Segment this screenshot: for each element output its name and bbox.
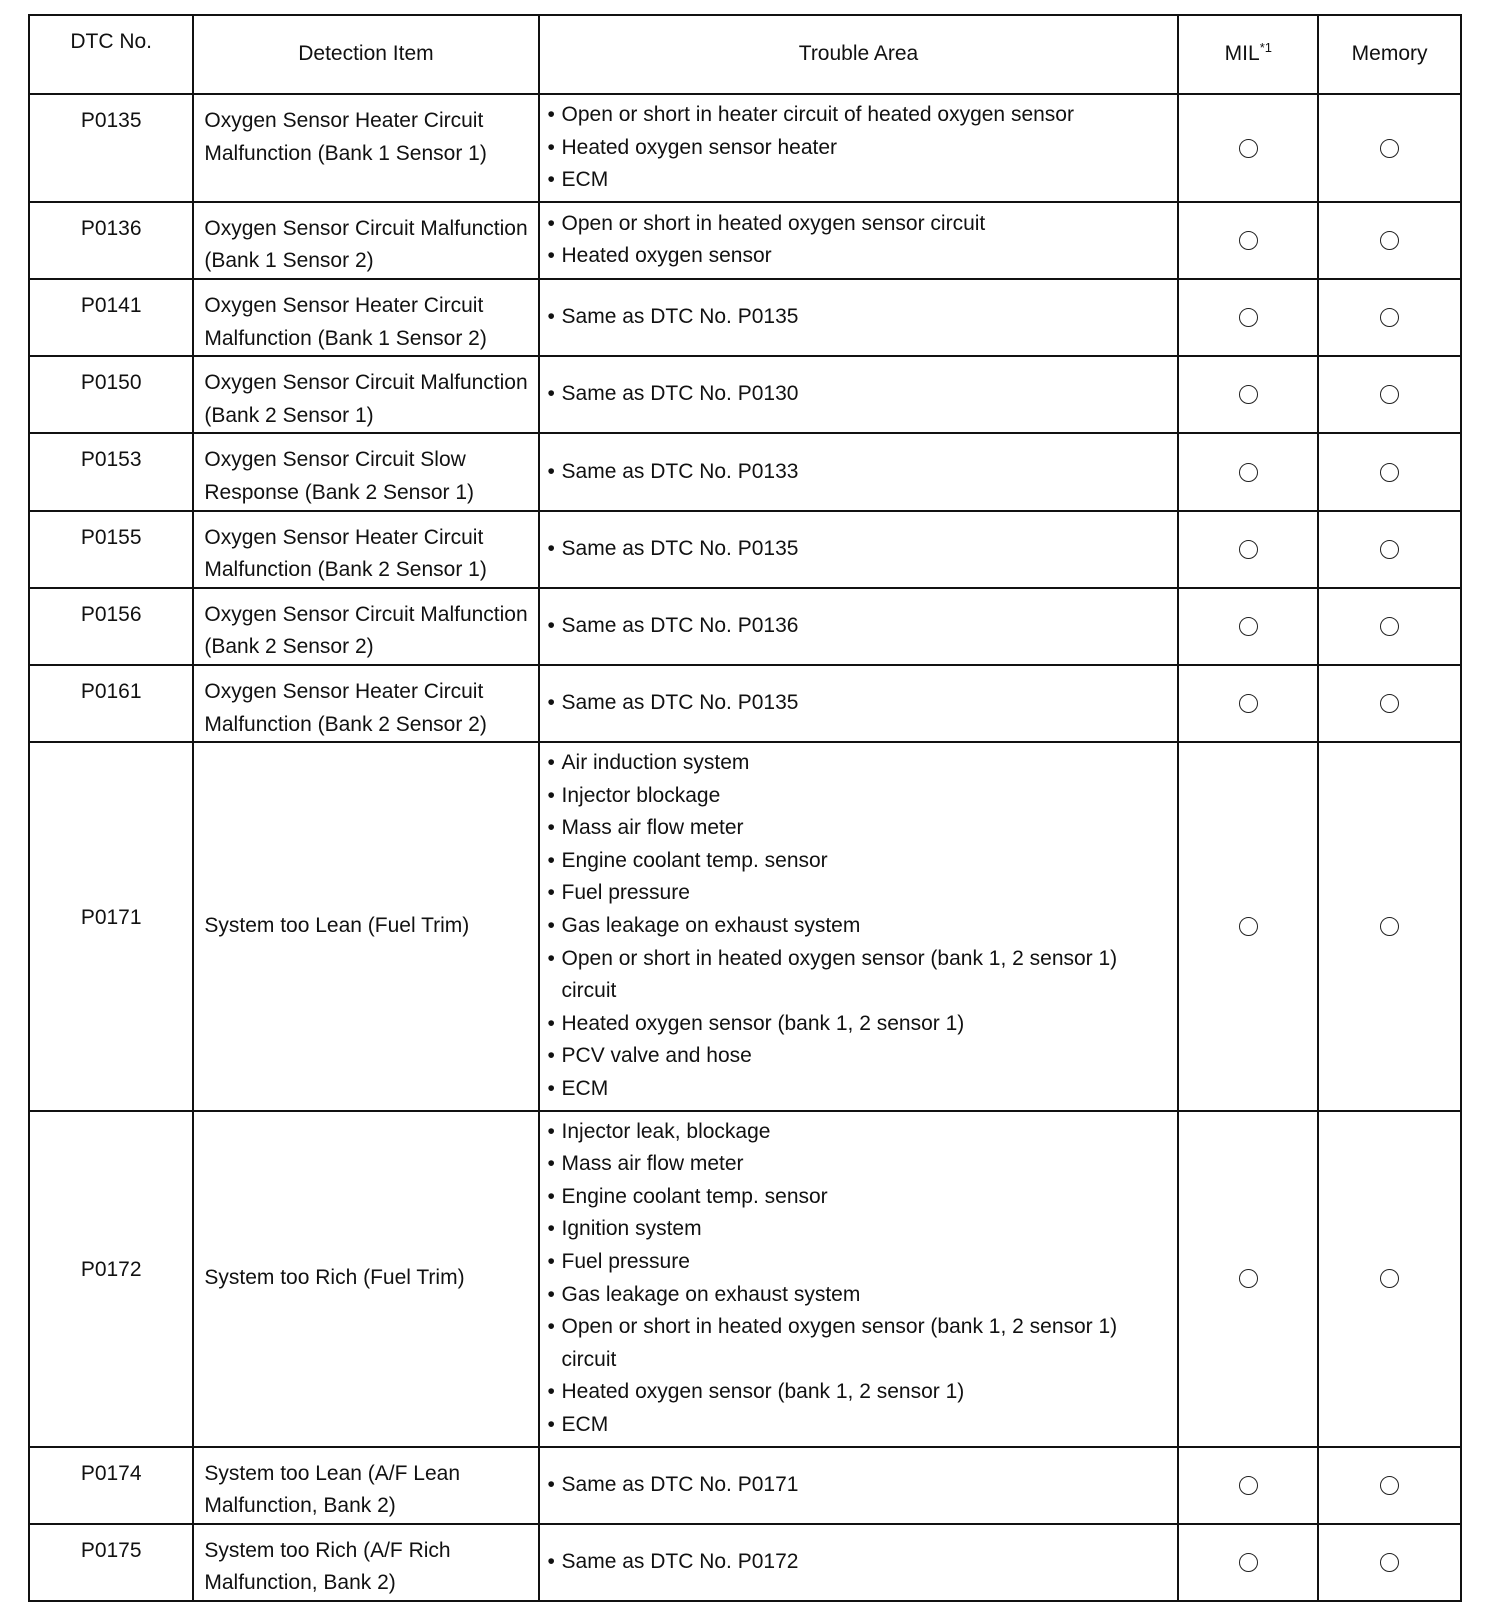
detection-item-cell: System too Lean (Fuel Trim) <box>193 742 538 1111</box>
table-row <box>29 588 1461 665</box>
trouble-area-cell <box>539 202 1179 279</box>
header-row <box>29 15 1461 94</box>
memory-circle-icon <box>1380 917 1399 936</box>
mil-circle-icon <box>1239 385 1258 404</box>
header-trouble-area: Trouble Area <box>539 15 1179 94</box>
dtc-table <box>28 14 1462 1602</box>
trouble-area-item: • Gas leakage on exhaust system <box>548 1279 1170 1312</box>
trouble-area-item: • Open or short in heated oxygen sensor (bank 1, 2 sensor 1) circuit <box>548 1311 1170 1376</box>
dtc-code-cell: P0141 <box>29 279 193 356</box>
table-row <box>29 1111 1461 1447</box>
header-mil-footnote: *1 <box>1259 40 1272 56</box>
trouble-area-list <box>548 1546 1170 1579</box>
mil-circle-icon <box>1239 308 1258 327</box>
trouble-area-item: • Open or short in heater circuit of heated oxygen sensor <box>548 99 1170 132</box>
mil-cell <box>1178 433 1318 510</box>
detection-item-cell: Oxygen Sensor Circuit Malfunction (Bank 2 Sensor 1) <box>193 356 538 433</box>
dtc-code-cell: P0175 <box>29 1524 193 1601</box>
trouble-area-list <box>548 747 1170 1106</box>
mil-cell <box>1178 511 1318 588</box>
trouble-area-item: • ECM <box>548 1409 1170 1442</box>
memory-cell <box>1318 665 1461 742</box>
trouble-area-item: • Same as DTC No. P0172 <box>548 1546 1170 1579</box>
trouble-area-cell <box>539 511 1179 588</box>
dtc-code-cell: P0135 <box>29 94 193 202</box>
detection-item-cell: Oxygen Sensor Heater Circuit Malfunction (Bank 1 Sensor 2) <box>193 279 538 356</box>
trouble-area-cell <box>539 279 1179 356</box>
dtc-code-cell: P0156 <box>29 588 193 665</box>
trouble-area-cell <box>539 1111 1179 1447</box>
table-row <box>29 1524 1461 1601</box>
trouble-area-list <box>548 378 1170 411</box>
trouble-area-item: • PCV valve and hose <box>548 1040 1170 1073</box>
mil-circle-icon <box>1239 463 1258 482</box>
trouble-area-item: • Mass air flow meter <box>548 1148 1170 1181</box>
memory-cell <box>1318 588 1461 665</box>
trouble-area-list <box>548 301 1170 334</box>
memory-cell <box>1318 94 1461 202</box>
trouble-area-list <box>548 456 1170 489</box>
memory-cell <box>1318 742 1461 1111</box>
memory-cell <box>1318 1524 1461 1601</box>
mil-circle-icon <box>1239 1553 1258 1572</box>
header-detection-item: Detection Item <box>193 15 538 94</box>
trouble-area-cell <box>539 588 1179 665</box>
trouble-area-item: • Injector blockage <box>548 780 1170 813</box>
mil-cell <box>1178 588 1318 665</box>
trouble-area-item: • Same as DTC No. P0171 <box>548 1469 1170 1502</box>
memory-circle-icon <box>1380 231 1399 250</box>
memory-cell <box>1318 1447 1461 1524</box>
trouble-area-item: • Fuel pressure <box>548 877 1170 910</box>
trouble-area-item: • Open or short in heated oxygen sensor (bank 1, 2 sensor 1) circuit <box>548 943 1170 1008</box>
dtc-code-cell: P0172 <box>29 1111 193 1447</box>
table-row <box>29 356 1461 433</box>
trouble-area-item: • Same as DTC No. P0133 <box>548 456 1170 489</box>
memory-circle-icon <box>1380 1476 1399 1495</box>
mil-circle-icon <box>1239 1269 1258 1288</box>
mil-cell <box>1178 202 1318 279</box>
mil-circle-icon <box>1239 231 1258 250</box>
detection-item-cell: Oxygen Sensor Circuit Slow Response (Bank 2 Sensor 1) <box>193 433 538 510</box>
header-mil <box>1178 15 1318 94</box>
table-row <box>29 742 1461 1111</box>
trouble-area-list <box>548 208 1170 273</box>
trouble-area-item: • Fuel pressure <box>548 1246 1170 1279</box>
trouble-area-item: • Engine coolant temp. sensor <box>548 1181 1170 1214</box>
trouble-area-item: • Same as DTC No. P0135 <box>548 687 1170 720</box>
mil-cell <box>1178 279 1318 356</box>
trouble-area-cell <box>539 1447 1179 1524</box>
trouble-area-cell <box>539 356 1179 433</box>
trouble-area-list <box>548 610 1170 643</box>
trouble-area-list <box>548 687 1170 720</box>
memory-circle-icon <box>1380 139 1399 158</box>
mil-circle-icon <box>1239 617 1258 636</box>
mil-cell <box>1178 94 1318 202</box>
trouble-area-item: • Same as DTC No. P0135 <box>548 533 1170 566</box>
trouble-area-item: • Air induction system <box>548 747 1170 780</box>
dtc-code-cell: P0174 <box>29 1447 193 1524</box>
mil-circle-icon <box>1239 139 1258 158</box>
memory-circle-icon <box>1380 540 1399 559</box>
dtc-code-cell: P0153 <box>29 433 193 510</box>
memory-circle-icon <box>1380 1269 1399 1288</box>
memory-cell <box>1318 279 1461 356</box>
trouble-area-list <box>548 533 1170 566</box>
trouble-area-item: • Injector leak, blockage <box>548 1116 1170 1149</box>
detection-item-cell: Oxygen Sensor Circuit Malfunction (Bank 1 Sensor 2) <box>193 202 538 279</box>
memory-cell <box>1318 202 1461 279</box>
trouble-area-item: • Same as DTC No. P0130 <box>548 378 1170 411</box>
table-row <box>29 511 1461 588</box>
table-row <box>29 202 1461 279</box>
trouble-area-cell <box>539 665 1179 742</box>
trouble-area-item: • Same as DTC No. P0136 <box>548 610 1170 643</box>
detection-item-cell: System too Rich (Fuel Trim) <box>193 1111 538 1447</box>
mil-cell <box>1178 665 1318 742</box>
memory-circle-icon <box>1380 1553 1399 1572</box>
trouble-area-item: • Heated oxygen sensor (bank 1, 2 sensor 1) <box>548 1376 1170 1409</box>
memory-cell <box>1318 511 1461 588</box>
mil-circle-icon <box>1239 540 1258 559</box>
detection-item-cell: Oxygen Sensor Circuit Malfunction (Bank 2 Sensor 2) <box>193 588 538 665</box>
memory-cell <box>1318 433 1461 510</box>
trouble-area-item: • Ignition system <box>548 1213 1170 1246</box>
mil-cell <box>1178 1111 1318 1447</box>
trouble-area-item: • Mass air flow meter <box>548 812 1170 845</box>
detection-item-cell: System too Rich (A/F Rich Malfunction, Bank 2) <box>193 1524 538 1601</box>
mil-cell <box>1178 356 1318 433</box>
memory-circle-icon <box>1380 694 1399 713</box>
table-row <box>29 433 1461 510</box>
dtc-code-cell: P0155 <box>29 511 193 588</box>
trouble-area-item: • Engine coolant temp. sensor <box>548 845 1170 878</box>
trouble-area-item: • Same as DTC No. P0135 <box>548 301 1170 334</box>
memory-circle-icon <box>1380 385 1399 404</box>
memory-cell <box>1318 356 1461 433</box>
detection-item-cell: System too Lean (A/F Lean Malfunction, Bank 2) <box>193 1447 538 1524</box>
trouble-area-list <box>548 99 1170 197</box>
memory-circle-icon <box>1380 617 1399 636</box>
detection-item-cell: Oxygen Sensor Heater Circuit Malfunction (Bank 2 Sensor 2) <box>193 665 538 742</box>
mil-circle-icon <box>1239 694 1258 713</box>
dtc-code-cell: P0171 <box>29 742 193 1111</box>
trouble-area-item: • Heated oxygen sensor heater <box>548 132 1170 165</box>
mil-cell <box>1178 1447 1318 1524</box>
trouble-area-cell <box>539 1524 1179 1601</box>
header-dtc-no: DTC No. <box>29 15 193 94</box>
dtc-code-cell: P0161 <box>29 665 193 742</box>
dtc-code-cell: P0150 <box>29 356 193 433</box>
mil-cell <box>1178 1524 1318 1601</box>
trouble-area-item: • ECM <box>548 1073 1170 1106</box>
detection-item-cell: Oxygen Sensor Heater Circuit Malfunction (Bank 2 Sensor 1) <box>193 511 538 588</box>
trouble-area-item: • ECM <box>548 164 1170 197</box>
dtc-table-body <box>29 94 1461 1601</box>
table-row <box>29 94 1461 202</box>
trouble-area-item: • Gas leakage on exhaust system <box>548 910 1170 943</box>
trouble-area-item: • Open or short in heated oxygen sensor circuit <box>548 208 1170 241</box>
trouble-area-list <box>548 1116 1170 1442</box>
detection-item-cell: Oxygen Sensor Heater Circuit Malfunction (Bank 1 Sensor 1) <box>193 94 538 202</box>
trouble-area-cell <box>539 94 1179 202</box>
mil-cell <box>1178 742 1318 1111</box>
trouble-area-list <box>548 1469 1170 1502</box>
trouble-area-item: • Heated oxygen sensor (bank 1, 2 sensor 1) <box>548 1008 1170 1041</box>
memory-circle-icon <box>1380 308 1399 327</box>
trouble-area-item: • Heated oxygen sensor <box>548 240 1170 273</box>
table-row <box>29 665 1461 742</box>
table-row <box>29 279 1461 356</box>
trouble-area-cell <box>539 433 1179 510</box>
mil-circle-icon <box>1239 917 1258 936</box>
memory-cell <box>1318 1111 1461 1447</box>
trouble-area-cell <box>539 742 1179 1111</box>
memory-circle-icon <box>1380 463 1399 482</box>
header-memory: Memory <box>1318 15 1461 94</box>
dtc-code-cell: P0136 <box>29 202 193 279</box>
table-row <box>29 1447 1461 1524</box>
header-mil-label: MIL <box>1224 42 1260 66</box>
mil-circle-icon <box>1239 1476 1258 1495</box>
